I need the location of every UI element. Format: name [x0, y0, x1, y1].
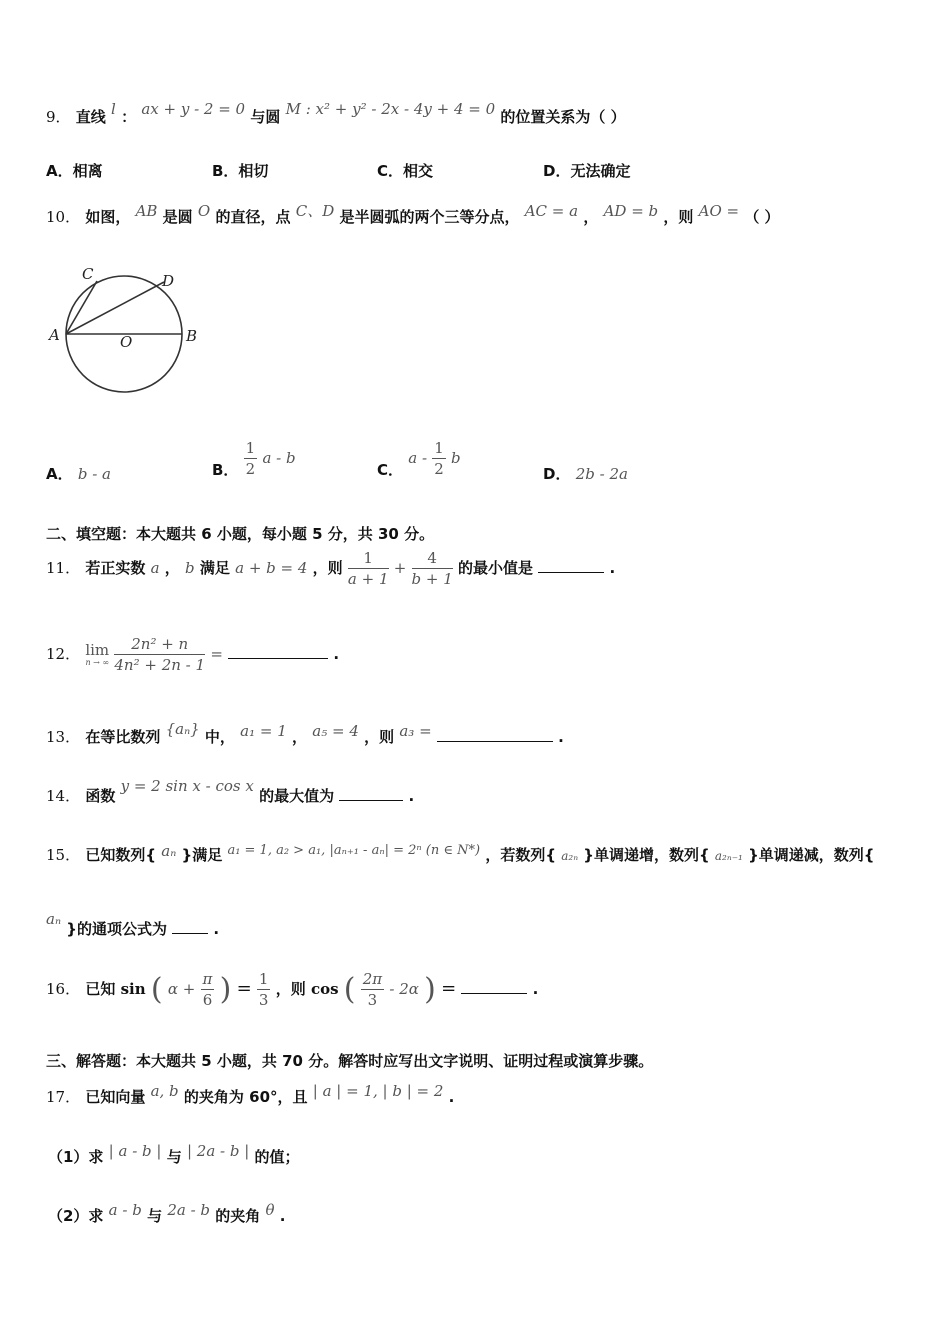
- q15-a2n-1: a₂ₙ₋₁: [714, 849, 743, 863]
- q10-text-1: 如图，: [85, 208, 131, 226]
- q11-stem: [46, 548, 615, 589]
- q11-condition: a + b = 4: [235, 559, 308, 577]
- q12-denominator: 4n² + 2n - 1: [114, 656, 206, 674]
- q16-left-paren-2: (: [343, 972, 356, 1007]
- q12-number: 12．: [46, 645, 81, 663]
- q10-option-c-rest: b: [451, 449, 461, 467]
- q12-answer-blank[interactable]: [228, 644, 328, 659]
- q16-cos-num: 2π: [362, 970, 383, 988]
- q10-option-d-expr: 2b - 2a: [575, 465, 628, 483]
- q9-option-d[interactable]: D．无法确定: [543, 162, 631, 180]
- q9-text-1: 直线: [75, 108, 106, 126]
- q16-right-paren-2: ): [424, 972, 436, 1007]
- q11-a: a: [150, 559, 160, 577]
- q9-circle-equation: M : x² + y² - 2x - 4y + 4 = 0: [285, 100, 496, 118]
- q10-option-b-fraction: [244, 438, 258, 479]
- q10-option-c-pre: a -: [408, 449, 428, 467]
- q16-end: .: [532, 980, 539, 998]
- q16-value-fraction: [257, 969, 271, 1010]
- q16-sin: sin: [120, 980, 146, 998]
- q10-ab: AB: [135, 202, 158, 220]
- q17-part-1-expr-2: | 2a - b |: [186, 1142, 250, 1160]
- q16-number: 16．: [46, 980, 81, 998]
- q11-text-3: ，则: [312, 559, 343, 577]
- q17-number: 17．: [46, 1088, 81, 1106]
- q17-text-2: 的夹角为 60°，且: [183, 1088, 308, 1106]
- q12-lim: lim: [85, 641, 110, 659]
- q10-number: 10．: [46, 208, 81, 226]
- q12-stem: [46, 634, 339, 675]
- q10-option-c-numerator: 1: [434, 439, 444, 457]
- q17-part-1-end: 的值；: [254, 1148, 300, 1166]
- q10-option-b-numerator: 1: [245, 439, 256, 457]
- q17-part-2-label: （2）求: [48, 1207, 104, 1225]
- q15-a2n: a₂ₙ: [561, 849, 579, 863]
- q11-comma: ，: [164, 559, 180, 577]
- q16-pi-num: π: [202, 970, 213, 988]
- figure-label-d: D: [162, 272, 175, 290]
- q11-b: b: [185, 559, 195, 577]
- q9-option-a[interactable]: A．相离: [46, 162, 103, 180]
- q10-option-c-denominator: 2: [434, 460, 444, 478]
- q17-part-2-end: 的夹角: [215, 1207, 261, 1225]
- q10-option-b-label: B．: [212, 461, 239, 479]
- q15-text-2: }满足: [181, 846, 223, 864]
- q10-text-3: 的直径，点: [215, 208, 291, 226]
- q10-stem: [46, 202, 780, 227]
- q17-condition: | a | = 1, | b | = 2: [312, 1082, 444, 1100]
- q11-plus: +: [393, 559, 407, 577]
- q13-text-1: 在等比数列: [85, 728, 161, 746]
- q15-stem-line-2: [46, 910, 220, 939]
- q17-theta: θ: [265, 1201, 275, 1219]
- q10-text-6: （ ）: [744, 208, 780, 226]
- q16-alpha: α +: [167, 980, 196, 998]
- q9-text-3: 的位置关系为（ ）: [500, 108, 626, 126]
- q12-equals: =: [210, 645, 223, 663]
- q10-o: O: [197, 202, 211, 220]
- q13-a5: a₅ = 4: [312, 722, 359, 740]
- q10-option-d-label: D．: [543, 465, 571, 483]
- q16-equals-1: =: [236, 978, 252, 999]
- q11-fraction-2-den: b + 1: [411, 570, 453, 588]
- q17-part-2-expr-1: a - b: [108, 1201, 142, 1219]
- q17-part-1-text: 与: [166, 1148, 182, 1166]
- q13-text-2: 中，: [204, 728, 235, 746]
- q9-option-b[interactable]: B．相切: [212, 162, 269, 180]
- q12-lim-sub: n → ∞: [85, 658, 110, 667]
- q15-an: aₙ: [161, 842, 177, 860]
- section-3-heading: 三、解答题：本大题共 5 小题，共 70 分。解答时应写出文字说明、证明过程或演算步骤。: [46, 1052, 654, 1070]
- q13-sequence: {aₙ}: [165, 720, 200, 738]
- q16-pi-den: 6: [202, 991, 213, 1009]
- q12-end: .: [333, 645, 340, 663]
- q16-value-den: 3: [258, 991, 269, 1009]
- q11-end: .: [609, 559, 616, 577]
- q14-number: 14．: [46, 787, 81, 805]
- figure-label-b: B: [186, 327, 198, 345]
- q15-an-2: aₙ: [46, 910, 62, 928]
- q17-end: .: [448, 1088, 455, 1106]
- q15-answer-blank[interactable]: [172, 919, 208, 934]
- q17-part-2-text: 与: [147, 1207, 163, 1225]
- q14-end: .: [408, 787, 415, 805]
- q10-option-c-label: C．: [377, 461, 404, 479]
- q12-limit: [85, 642, 109, 667]
- q17-part-1-expr-1: | a - b |: [108, 1142, 162, 1160]
- q9-colon: ：: [121, 108, 137, 126]
- q17-part-1-label: （1）求: [48, 1148, 104, 1166]
- q10-ac: AC = a: [524, 202, 579, 220]
- q15-stem: [46, 844, 874, 865]
- q9-line-equation: ax + y - 2 = 0: [141, 100, 246, 118]
- q11-fraction-2: [412, 548, 453, 589]
- q10-circle-figure: [40, 258, 220, 398]
- q16-text-2: ，则: [275, 980, 306, 998]
- q11-fraction-1-num: 1: [348, 548, 389, 569]
- q11-text-1: 若正实数: [85, 559, 146, 577]
- q10-option-a-expr: b - a: [77, 465, 111, 483]
- q16-cos-den: 3: [367, 991, 378, 1009]
- q10-ad: AD = b: [603, 202, 659, 220]
- figure-label-o: O: [120, 333, 133, 351]
- q10-comma: ，: [583, 208, 599, 226]
- q15-text-1: 已知数列{: [85, 846, 157, 864]
- q13-text-3: ，则: [364, 728, 395, 746]
- q17-part-1: [48, 1142, 300, 1167]
- q15-text-6: }的通项公式为: [66, 920, 167, 938]
- q11-text-2: 满足: [199, 559, 230, 577]
- q10-option-b-rest: a - b: [262, 449, 296, 467]
- q13-comma: ，: [292, 728, 308, 746]
- q12-fraction: [114, 634, 205, 675]
- q12-numerator: 2n² + n: [114, 634, 205, 655]
- q16-text-1: 已知: [85, 980, 116, 998]
- q15-text-4: }单调递增，数列{: [583, 846, 710, 864]
- q10-ao: AO =: [698, 202, 740, 220]
- q16-left-paren-1: (: [150, 972, 163, 1007]
- q14-answer-blank[interactable]: [339, 786, 403, 801]
- q15-condition: a₁ = 1, a₂ > a₁, |aₙ₊₁ - aₙ| = 2ⁿ (n ∈ N*): [227, 843, 481, 858]
- figure-label-c: C: [82, 265, 94, 283]
- q13-answer-blank[interactable]: [437, 727, 553, 742]
- q10-text-4: 是半圆弧的两个三等分点，: [339, 208, 520, 226]
- q9-line-name: l: [111, 100, 116, 118]
- q11-number: 11．: [46, 559, 81, 577]
- q10-option-a-label: A．: [46, 465, 73, 483]
- q13-a1: a₁ = 1: [240, 722, 287, 740]
- q9-number: 9．: [46, 108, 71, 126]
- q16-right-paren-1: ): [219, 972, 232, 1007]
- q17-part-2: [48, 1201, 286, 1226]
- q16-equals-2: =: [441, 978, 457, 999]
- q10-option-a[interactable]: [46, 463, 111, 484]
- q13-a3: a₃ =: [399, 722, 432, 740]
- q11-answer-blank[interactable]: [538, 558, 604, 573]
- q13-number: 13．: [46, 728, 81, 746]
- q10-text-5: ，则: [663, 208, 694, 226]
- q9-option-c[interactable]: C．相交: [377, 162, 434, 180]
- q15-number: 15．: [46, 846, 81, 864]
- q15-text-5: }单调递减，数列{: [748, 846, 875, 864]
- q10-cd: C、D: [295, 202, 335, 220]
- q14-text-2: 的最大值为: [259, 787, 335, 805]
- q17-stem: [46, 1082, 455, 1107]
- q10-option-c[interactable]: [377, 438, 461, 479]
- q10-option-b-denominator: 2: [245, 460, 256, 478]
- q16-cos-rest: - 2α: [389, 980, 419, 998]
- q16-value-num: 1: [258, 970, 269, 988]
- q11-fraction-1-den: a + 1: [347, 570, 389, 588]
- q9-stem: [46, 100, 626, 127]
- q15-end: .: [213, 920, 220, 938]
- q16-cos: cos: [310, 980, 339, 998]
- q14-function: y = 2 sin x - cos x: [120, 777, 254, 795]
- q16-stem: [46, 969, 538, 1010]
- q15-text-3: ，若数列{: [485, 846, 556, 864]
- q13-end: .: [558, 728, 564, 746]
- q10-option-c-fraction: [432, 438, 446, 479]
- q16-pi-fraction: [201, 969, 215, 1010]
- figure-label-a: A: [49, 326, 60, 344]
- q11-text-4: 的最小值是: [458, 559, 534, 577]
- q17-text-1: 已知向量: [85, 1088, 146, 1106]
- q10-option-b[interactable]: [212, 438, 296, 479]
- q9-text-2: 与圆: [250, 108, 281, 126]
- q11-fraction-2-num: 4: [412, 548, 453, 569]
- q13-stem: [46, 720, 564, 747]
- q16-answer-blank[interactable]: [461, 979, 527, 994]
- q17-vectors: a, b: [150, 1082, 179, 1100]
- q17-part-2-expr-2: 2a - b: [167, 1201, 211, 1219]
- q10-text-2: 是圆: [162, 208, 193, 226]
- q14-stem: [46, 777, 415, 806]
- q17-part-2-dot: .: [279, 1207, 286, 1225]
- section-2-heading: 二、填空题：本大题共 6 小题，每小题 5 分，共 30 分。: [46, 525, 435, 543]
- q11-fraction-1: [348, 548, 389, 589]
- q16-cos-fraction: [361, 969, 384, 1010]
- q14-text-1: 函数: [85, 787, 116, 805]
- q10-option-d[interactable]: [543, 463, 628, 484]
